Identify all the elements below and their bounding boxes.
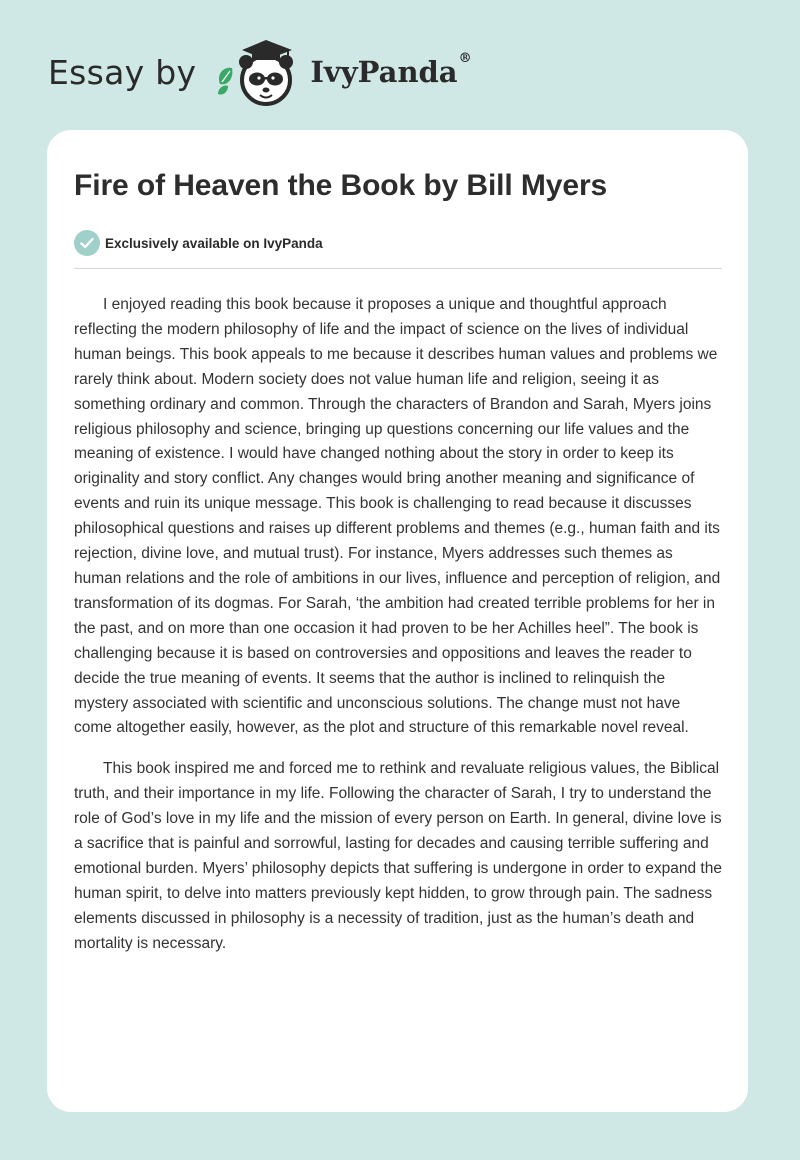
essay-paragraph: I enjoyed reading this book because it proposes a unique and thoughtful approach reflecting the modern philosophy of life and the impact of science on the lives of individual human beings. This book appeals to me because it describes human values and problems we rarely think about. Modern society does not value human life and religion, seeing it as something ordinary and common. Through the characters of Brandon and Sarah, Myers joins religious philosophy and science, bringing up questions concerning our life values and the meaning of existence. I would have changed nothing about the story in order to keep its originality and story conflict. Any changes would bring another meaning and significance of events and ruin its unique message. This book is challenging to read because it discusses philosophical questions and raises up different problems and themes (e.g., human faith and its rejection, divine love, and mutual trust). For instance, Myers addresses such themes as human relations and the role of ambitions in our lives, influence and perception of religion, and transformation of its dogmas. For Sarah, ‘the ambition had created terrible problems for her in the past, and on more than one occasion it had proven to be her Achilles heel”. The book is challenging because it is based on controversies and oppositions and leaves the reader to decide the true meaning of events. It seems that the author is inclined to relinquish the mystery associated with scientific and unconscious solutions. The change must not have come altogether easily, however, as the plot and structure of this remarkable novel reveal. <box>74 296 721 737</box>
check-circle-icon <box>74 230 100 256</box>
essay-card <box>47 130 748 1112</box>
brand-prefix: Essay by <box>48 52 197 92</box>
divider <box>74 268 722 269</box>
availability-badge <box>74 228 722 258</box>
brand-header <box>48 32 472 112</box>
essay-body <box>74 293 722 957</box>
essay-title: Fire of Heaven the Book by Bill Myers <box>74 169 608 202</box>
brand-name: IvyPanda® <box>310 51 472 89</box>
essay-paragraph: This book inspired me and forced me to rethink and revaluate religious values, the Biblical truth, and their importance in my life. Following the character of Sarah, I try to understand the role of God’s love in my life and the mission of every person on Earth. In general, divine love is a sacrifice that is painful and sorrowful, lasting for decades and causing terrible suffering and emotional burden. Myers’ philosophy depicts that suffering is undergone in order to expand the human spirit, to delve into matters previously kept hidden, to grow through pain. The sadness elements discussed in philosophy is a necessity of tradition, just as the human’s death and mortality is necessary. <box>74 760 722 952</box>
availability-text: Exclusively available on IvyPanda <box>105 235 323 251</box>
panda-logo-icon <box>214 34 306 110</box>
